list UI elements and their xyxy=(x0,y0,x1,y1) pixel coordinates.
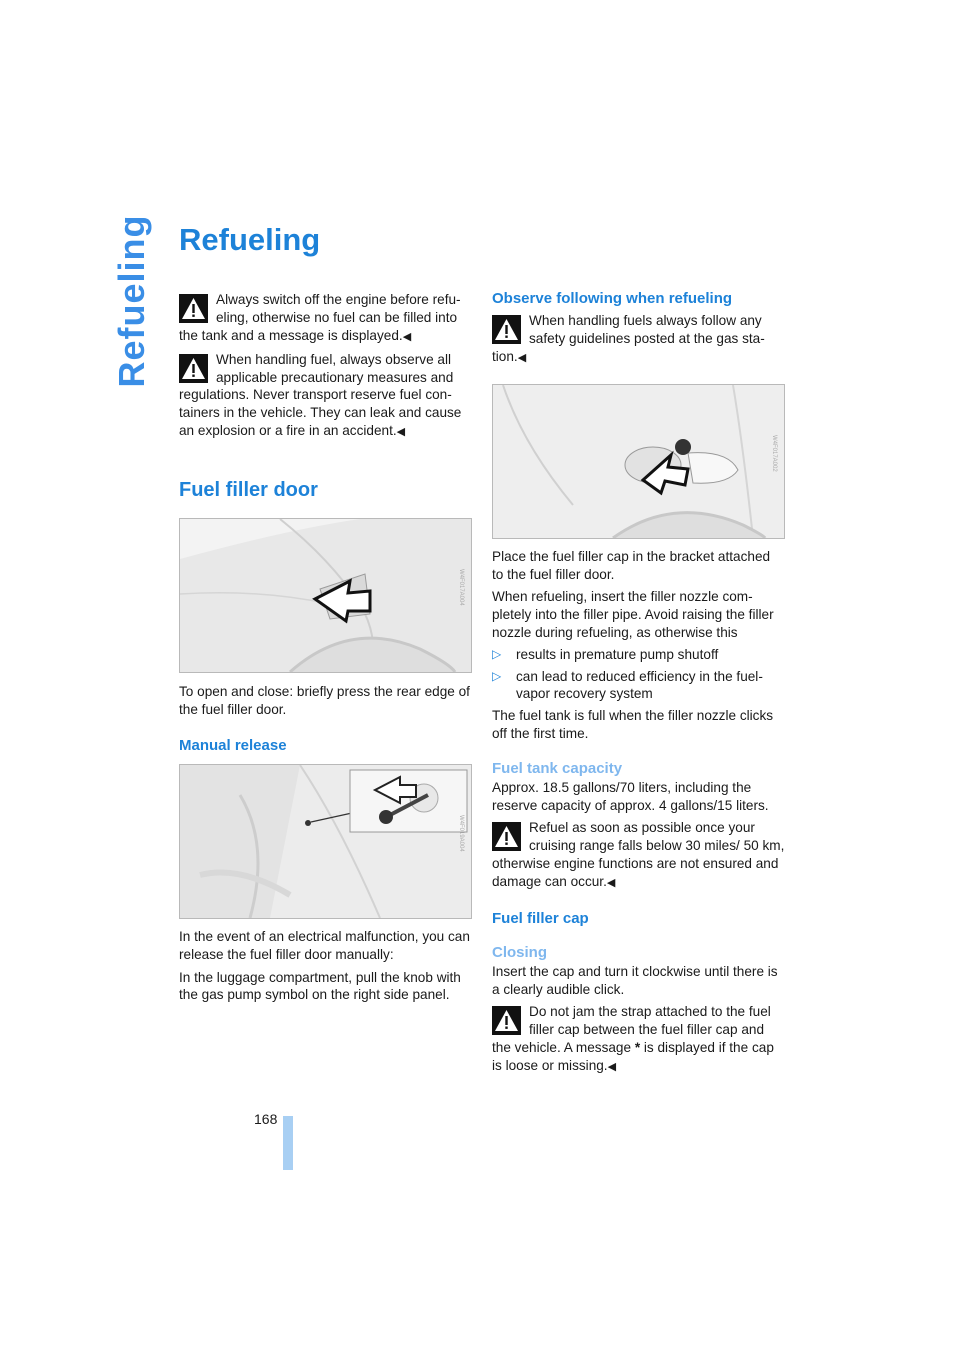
warning-note xyxy=(492,312,785,367)
capacity-text: Approx. 18.5 gallons/70 liters, including the reserve capacity of approx. 4 gallons/15 liters. xyxy=(492,780,769,814)
insert-nozzle-text: When refueling, insert the filler nozzle com-pletely into the filler pipe. Avoid raising the filler nozzle during refueling, as otherwise this xyxy=(492,588,774,640)
optional-equipment-star-icon: * xyxy=(634,1039,641,1055)
warning-triangle-icon xyxy=(179,354,208,383)
warning-triangle-icon xyxy=(492,1006,521,1035)
bullet-text: can lead to reduced efficiency in the fuel-vapor recovery system xyxy=(516,668,763,702)
closing-heading: Closing xyxy=(492,944,547,962)
end-mark-icon: ◀ xyxy=(517,351,527,364)
list-item xyxy=(492,668,785,704)
figure-code: W4F017A004 xyxy=(458,569,464,607)
capacity-heading: Fuel tank capacity xyxy=(492,760,623,778)
warning-text: Do not jam the strap attached to the fuel filler cap between the fuel filler cap and the vehicle. A message xyxy=(492,1004,771,1055)
figure-code: W4F017A002 xyxy=(771,434,777,472)
warning-note xyxy=(179,351,472,442)
full-tank-text: The fuel tank is full when the filler nozzle clicks off the first time. xyxy=(492,708,774,742)
left-column xyxy=(179,291,472,1009)
bullet-arrow-icon: ▷ xyxy=(492,646,502,661)
fuel-filler-door-illustration xyxy=(179,518,472,673)
manual-release-illustration xyxy=(179,764,472,919)
observe-heading: Observe following when refueling xyxy=(492,290,733,307)
luggage-text: In the luggage compartment, pull the knob with the gas pump symbol on the right side panel. xyxy=(179,969,461,1003)
end-mark-icon: ◀ xyxy=(606,876,616,889)
side-tab-label: Refueling xyxy=(111,214,152,388)
warning-triangle-icon xyxy=(179,294,208,323)
warning-text: is displayed if the cap is loose or missing. xyxy=(492,1039,774,1073)
fuel-filler-door-heading: Fuel filler door xyxy=(179,479,318,502)
side-tab xyxy=(108,214,156,388)
warning-note xyxy=(179,291,472,346)
end-mark-icon: ◀ xyxy=(396,426,406,439)
right-column xyxy=(492,289,785,1081)
page-edge-bar xyxy=(283,1116,293,1170)
figure-code: W4F019A004 xyxy=(458,815,464,853)
warning-text: When handling fuels always follow any safety guidelines posted at the gas sta-tion. xyxy=(492,313,765,364)
list-item xyxy=(492,646,785,664)
warning-note xyxy=(492,1003,785,1076)
warning-triangle-icon xyxy=(492,315,521,344)
place-cap-text: Place the fuel filler cap in the bracket attached to the fuel filler door. xyxy=(492,548,771,582)
warning-triangle-icon xyxy=(492,822,521,851)
fuel-filler-cap-heading: Fuel filler cap xyxy=(492,910,589,928)
warning-text: When handling fuel, always observe all applicable precautionary measures and regulations. Never transport reserve fuel con-tainers in the vehicle. They can leak and cause an explosion or a fire in an accident. xyxy=(179,351,462,439)
bullet-arrow-icon: ▷ xyxy=(492,668,502,683)
end-mark-icon: ◀ xyxy=(607,1060,617,1073)
bullet-text: results in premature pump shutoff xyxy=(516,646,719,662)
warning-note xyxy=(492,819,785,892)
malfunction-text: In the event of an electrical malfunction, you can release the fuel filler door manually: xyxy=(179,929,470,963)
fuel-cap-bracket-illustration xyxy=(492,384,785,539)
end-mark-icon: ◀ xyxy=(402,330,412,343)
page-number: 168 xyxy=(254,1111,278,1127)
closing-text: Insert the cap and turn it clockwise until there is a clearly audible click. xyxy=(492,964,778,997)
warning-text: Refuel as soon as possible once your cruising range falls below 30 miles/ 50 km, otherwise engine functions are not ensured and damage can occur. xyxy=(492,820,785,889)
page-title: Refueling xyxy=(179,222,321,257)
open-close-text: To open and close: briefly press the rear edge of the fuel filler door. xyxy=(179,684,470,718)
manual-release-heading: Manual release xyxy=(179,737,287,755)
warning-text: Always switch off the engine before refu-eling, otherwise no fuel can be filled into the tank and a message is displayed. xyxy=(179,292,461,343)
bullet-list xyxy=(492,646,785,703)
